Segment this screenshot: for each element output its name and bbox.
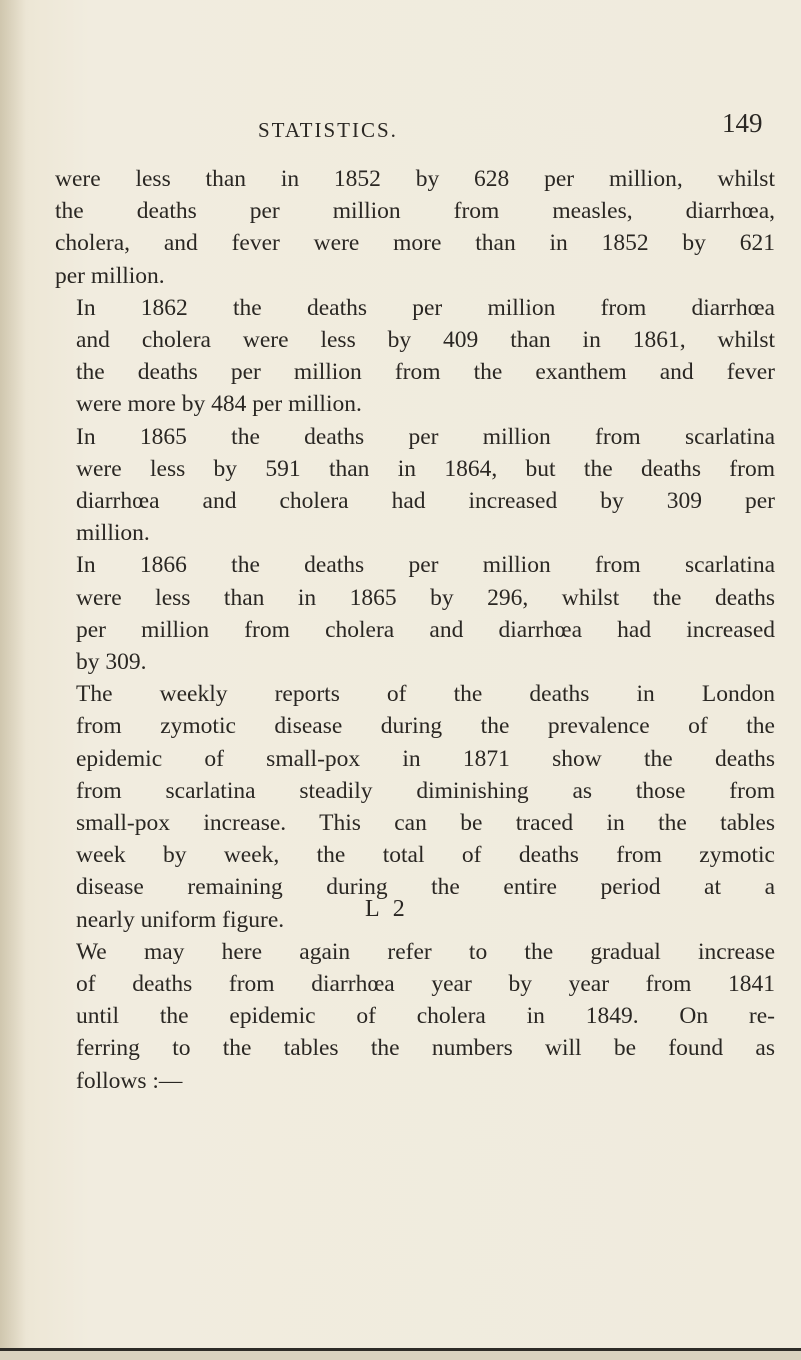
text-line: were less than in 1865 by 296, whilst the deaths xyxy=(76,584,775,611)
body-text xyxy=(55,163,775,1097)
text-line: diarrhœa and cholera had increased by 309 per xyxy=(76,488,775,515)
paragraph xyxy=(55,549,775,678)
text-line: week by week, the total of deaths from zymotic xyxy=(76,842,775,869)
page-header xyxy=(0,108,801,148)
paragraph xyxy=(55,421,775,550)
text-line: The weekly reports of the deaths in London xyxy=(76,681,775,708)
text-line: by 309. xyxy=(76,649,147,676)
text-line: follows :— xyxy=(76,1067,183,1094)
text-line: from scarlatina steadily diminishing as those from xyxy=(76,777,775,804)
running-title: STATISTICS. xyxy=(258,118,398,142)
text-line: were less than in 1852 by 628 per million, whilst xyxy=(55,166,775,192)
text-line: disease remaining during the entire period at a xyxy=(76,874,775,901)
text-line: million. xyxy=(76,520,150,547)
text-line: per million. xyxy=(55,262,165,289)
text-line: the deaths per million from measles, diarrhœa, xyxy=(55,198,775,225)
text-line: nearly uniform figure. xyxy=(76,906,285,933)
text-line: were less by 591 than in 1864, but the deaths from xyxy=(76,455,775,482)
paragraph xyxy=(55,936,775,1097)
text-line: We may here again refer to the gradual increase xyxy=(76,938,775,965)
bottom-edge xyxy=(0,1351,801,1360)
text-line: small-pox increase. This can be traced in the tables xyxy=(76,810,775,837)
text-line: until the epidemic of cholera in 1849. On re- xyxy=(76,1003,775,1030)
text-line: epidemic of small-pox in 1871 show the deaths xyxy=(76,745,775,772)
text-line: of deaths from diarrhœa year by year from 1841 xyxy=(76,971,775,998)
signature-mark: L 2 xyxy=(365,896,409,922)
paragraph xyxy=(55,292,775,421)
text-line: In 1866 the deaths per million from scarlatina xyxy=(76,552,775,579)
spine-shadow xyxy=(0,0,26,1360)
text-line: per million from cholera and diarrhœa had increased xyxy=(76,616,775,643)
text-line: cholera, and fever were more than in 1852 by 621 xyxy=(55,230,775,257)
page-number: 149 xyxy=(722,108,763,138)
text-line: from zymotic disease during the prevalence of the xyxy=(76,713,775,740)
text-line: ferring to the tables the numbers will be found as xyxy=(76,1035,775,1062)
text-line: In 1865 the deaths per million from scarlatina xyxy=(76,423,775,450)
paragraph xyxy=(55,163,775,292)
text-line: were more by 484 per million. xyxy=(76,391,362,418)
text-line: In 1862 the deaths per million from diarrhœa xyxy=(76,294,775,321)
text-line: and cholera were less by 409 than in 1861, whilst xyxy=(76,327,775,354)
paragraph xyxy=(55,678,775,936)
text-line: the deaths per million from the exanthem and fever xyxy=(76,359,775,386)
